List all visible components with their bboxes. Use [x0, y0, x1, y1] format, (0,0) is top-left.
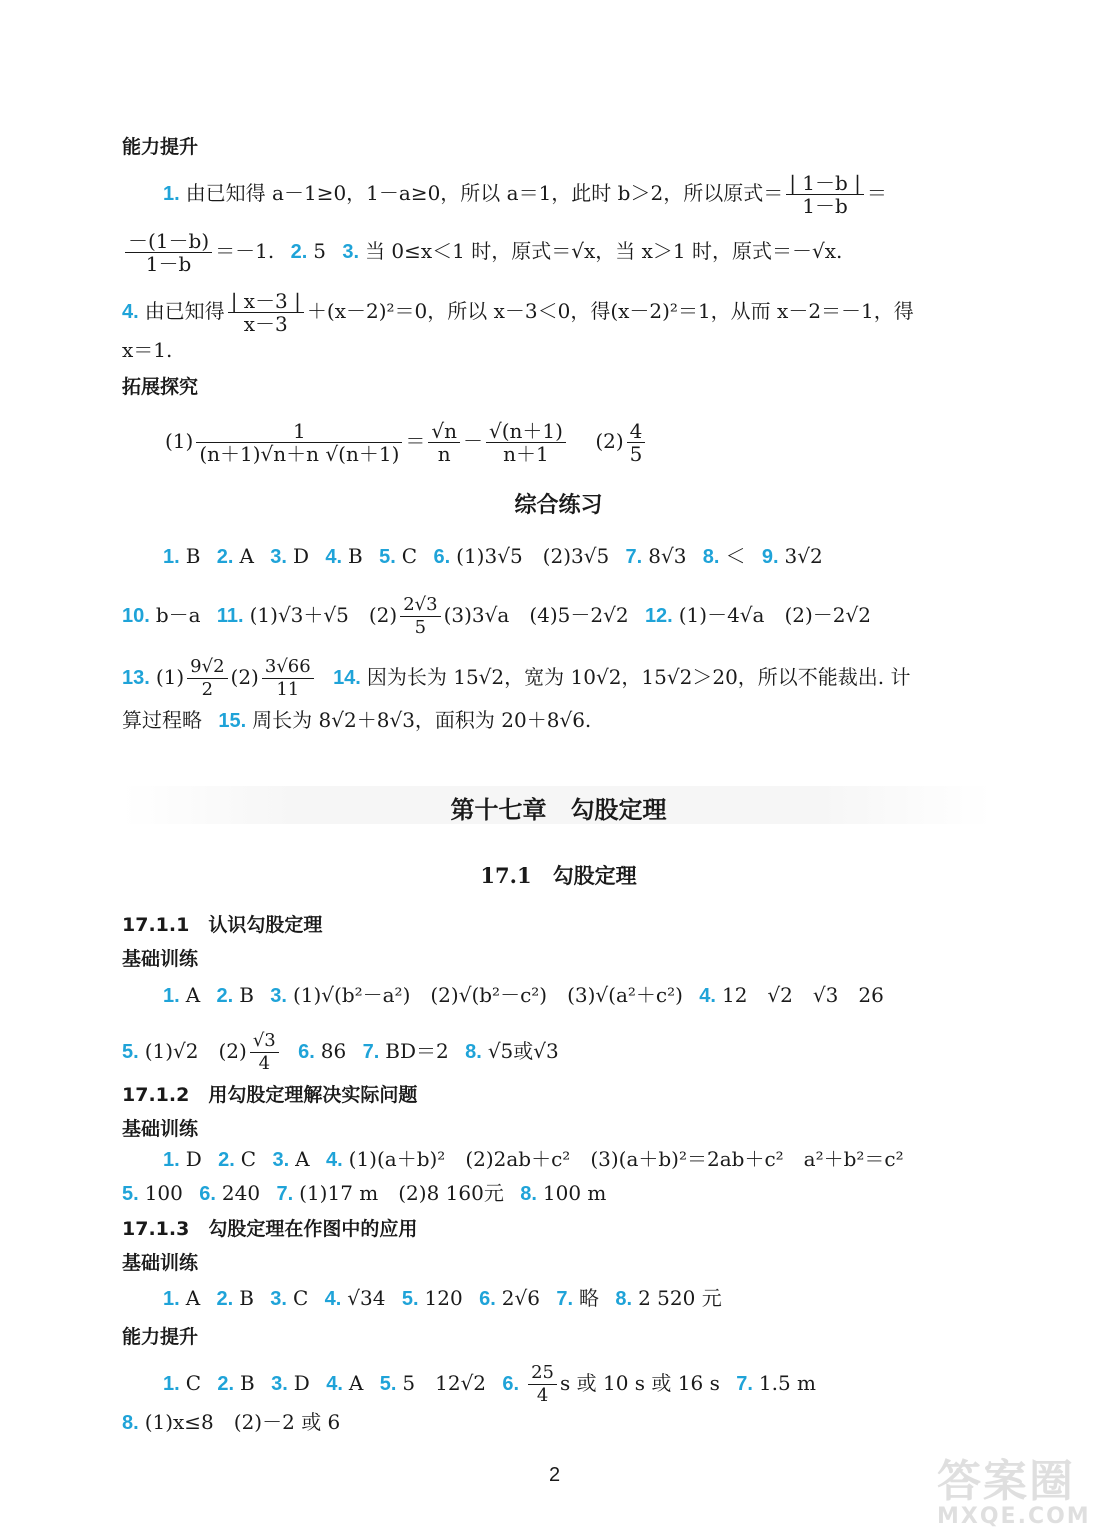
item-number: 1.: [163, 183, 180, 205]
fraction: $\frac{9√2}{2}$: [187, 656, 227, 701]
heading-basic-training: 基础训练: [122, 948, 199, 970]
s1712-row-1: 1. D 2. C 3. A 4. (1)(a＋b)² (2)2ab＋c² (3)(a＋b)²＝2ab＋c² a²＋b²＝c²: [163, 1147, 904, 1171]
answer-text: 由已知得 a－1≥0，1－a≥0，所以 a＝1，此时 b＞2，所以原式＝: [185, 181, 784, 205]
answer-line-2: $\frac{-(1-b)}{1-b}$ ＝－1. 2. 5 3. 当 0≤x＜1 时，原式＝√x，当 x＞1 时，原式＝－√x.: [122, 230, 842, 275]
watermark-logo-text: 答案圈: [937, 1456, 1075, 1507]
fraction: $\frac{√(n+1)}{n+1}$: [486, 420, 566, 465]
fraction: $\frac{-(1-b)}{1-b}$: [125, 230, 212, 275]
answer-line-4: x＝1.: [122, 338, 173, 362]
fraction: $\frac{3√66}{11}$: [262, 656, 314, 701]
item-number: 3.: [342, 241, 360, 263]
section-title: 17.1 勾股定理: [480, 863, 637, 888]
subsection-title-1712: 17.1.2 用勾股定理解决实际问题: [122, 1084, 418, 1106]
answer-line-3: 4. 由已知得 $\frac{| x-3 |}{x-3}$ ＋(x－2)²＝0，所以 x－3＜0，得(x－2)²＝1，从而 x－2＝－1，得: [122, 289, 914, 336]
s1713-row-3: 8. (1)x≤8 (2)－2 或 6: [122, 1410, 341, 1434]
extension-answer: (1) $\frac{1}{(n+1)√n+n √(n+1)}$ ＝ $\frac{√n}{n}$ － $\frac{√(n+1)}{n+1}$ (2) $\frac{4}{5}$: [165, 420, 648, 465]
chapter-title: 第十七章 勾股定理: [450, 796, 667, 824]
section-heading-ability: 能力提升: [122, 1326, 199, 1348]
review-row-3: 13. (1) $\frac{9√2}{2}$ (2) $\frac{3√66}{11}$ 14. 因为长为 15√2，宽为 10√2，15√2＞20，所以不能裁出. 计: [122, 656, 911, 700]
answer-line-1: 1. 由已知得 a－1≥0，1－a≥0，所以 a＝1，此时 b＞2，所以原式＝ $\frac{| 1-b |}{1-b}$ ＝: [163, 171, 887, 218]
fraction: $\frac{25}{4}$: [528, 1362, 557, 1407]
fraction: $\frac{√n}{n}$: [428, 420, 460, 465]
heading-basic-training: 基础训练: [122, 1118, 199, 1140]
fraction: $\frac{| x-3 |}{x-3}$: [228, 290, 304, 335]
fraction: $\frac{| 1-b |}{1-b}$: [786, 172, 864, 217]
fraction: $\frac{√3}{4}$: [250, 1030, 279, 1075]
review-row-4: 算过程略 15. 周长为 8√2＋8√3，面积为 20＋8√6.: [122, 708, 592, 732]
fraction: $\frac{2√3}{5}$: [400, 594, 440, 639]
s1711-row-1: 1. A 2. B 3. (1)√(b²－a²) (2)√(b²－c²) (3)√(a²＋c²) 4. 12 √2 √3 26: [163, 983, 884, 1007]
section-heading-extension: 拓展探究: [122, 376, 199, 398]
heading-basic-training: 基础训练: [122, 1252, 199, 1274]
review-row-1: 1. B 2. A 3. D 4. B 5. C 6. (1)3√5 (2)3√5 7. 8√3 8. ＜ 9. 3√2: [163, 544, 823, 568]
review-row-2: 10. b－a 11. (1)√3＋√5 (2) $\frac{2√3}{5}$ (3)3√a (4)5－2√2 12. (1)－4√a (2)－2√2: [122, 594, 871, 638]
fraction: $\frac{4}{5}$: [627, 420, 646, 465]
s1713-row-1: 1. A 2. B 3. C 4. √34 5. 120 6. 2√6 7. 略 8. 2 520 元: [163, 1286, 722, 1310]
watermark-logo-url: MXQE.COM: [937, 1504, 1091, 1529]
s1712-row-2: 5. 100 6. 240 7. (1)17 m (2)8 160元 8. 100 m: [122, 1181, 607, 1205]
fraction: $\frac{1}{(n+1)√n+n √(n+1)}$: [196, 420, 402, 465]
item-number: 4.: [122, 301, 139, 323]
section-heading-ability: 能力提升: [122, 136, 199, 158]
page-number: 2: [549, 1464, 561, 1486]
subsection-title-1711: 17.1.1 认识勾股定理: [122, 914, 323, 936]
item-number: 2.: [290, 241, 308, 263]
section-title-review: 综合练习: [514, 492, 603, 518]
watermark-logo: [937, 1456, 1107, 1530]
subsection-title-1713: 17.1.3 勾股定理在作图中的应用: [122, 1218, 418, 1240]
s1711-row-2: 5. (1)√2 (2) $\frac{√3}{4}$ 6. 86 7. BD＝2 8. √5或√3: [122, 1030, 559, 1074]
s1713-row-2: 1. C 2. B 3. D 4. A 5. 5 12√2 6. $\frac{25}{4}$ s 或 10 s 或 16 s 7. 1.5 m: [163, 1362, 817, 1406]
